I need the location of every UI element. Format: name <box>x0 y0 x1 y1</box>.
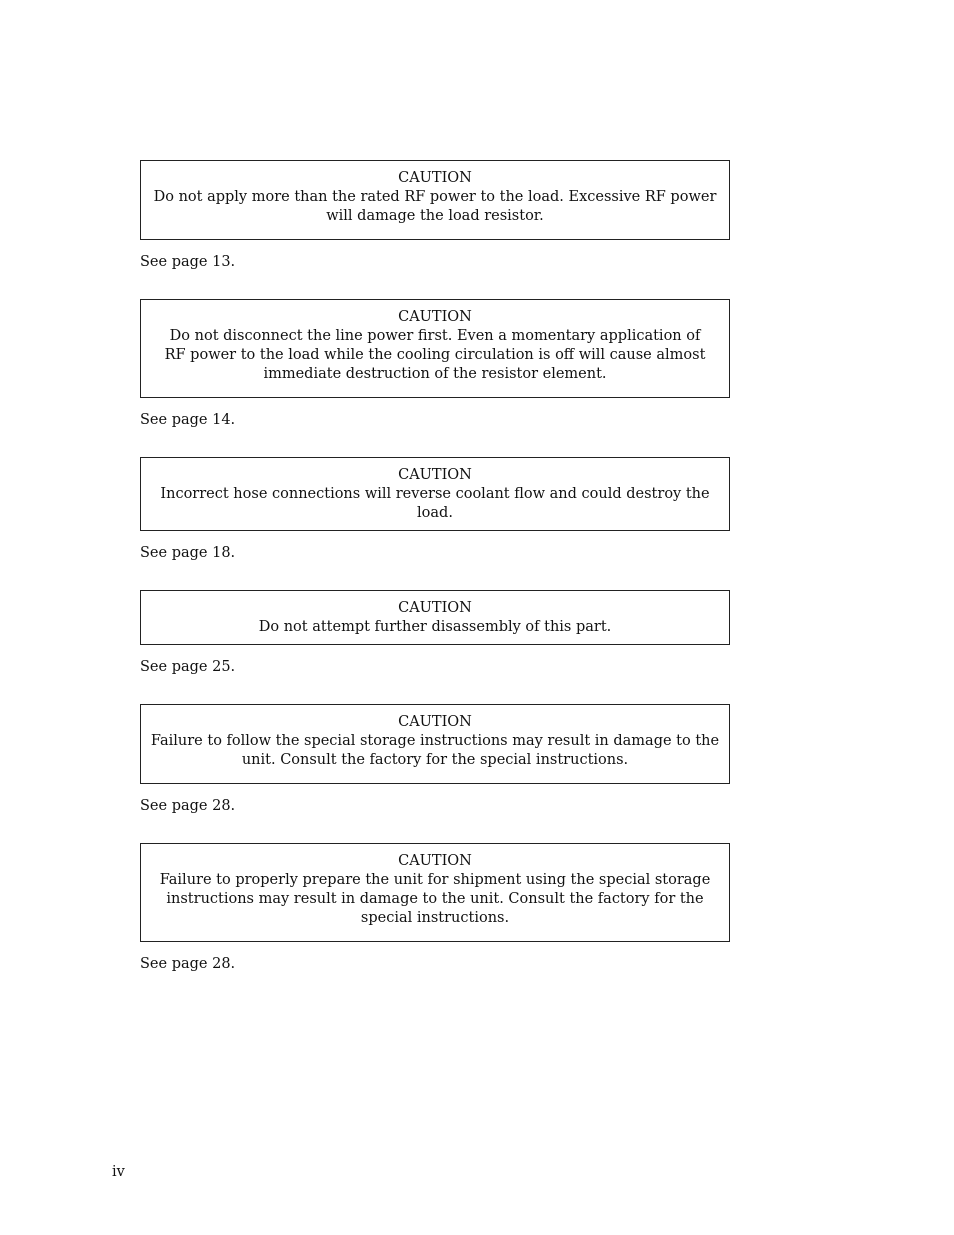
caution-text: Do not attempt further disassembly of this part. <box>258 619 612 635</box>
page-reference: See page 14. <box>140 412 236 428</box>
caution-box-5 <box>140 704 730 784</box>
caution-text: Do not apply more than the rated RF power to the load. Excessive RF power will damage the load resistor. <box>153 189 717 224</box>
caution-title: CAUTION <box>398 170 472 186</box>
caution-text: Failure to properly prepare the unit for shipment using the special storage instructions may result in damage to the unit. Consult the factory for the special instructions. <box>159 872 711 926</box>
page-reference: See page 18. <box>140 545 236 561</box>
caution-box-2 <box>140 299 730 398</box>
caution-title: CAUTION <box>398 853 472 869</box>
caution-box-6 <box>140 843 730 942</box>
page-reference: See page 28. <box>140 798 236 814</box>
page-reference: See page 28. <box>140 956 236 972</box>
page-number: iv <box>112 1164 125 1180</box>
caution-title: CAUTION <box>398 309 472 325</box>
caution-text: Do not disconnect the line power first. Even a momentary application of RF power to the load while the cooling circulation is off will cause almost immediate destruction of the resistor element. <box>164 328 706 382</box>
caution-title: CAUTION <box>398 714 472 730</box>
caution-box-1 <box>140 160 730 240</box>
caution-title: CAUTION <box>398 600 472 616</box>
caution-box-3 <box>140 457 730 531</box>
caution-list <box>140 160 730 1001</box>
caution-box-4 <box>140 590 730 645</box>
page-reference: See page 25. <box>140 659 236 675</box>
caution-text: Incorrect hose connections will reverse coolant flow and could destroy the load. <box>160 486 710 521</box>
caution-text: Failure to follow the special storage instructions may result in damage to the unit. Consult the factory for the special instructions. <box>150 733 720 768</box>
caution-title: CAUTION <box>398 467 472 483</box>
page-reference: See page 13. <box>140 254 236 270</box>
